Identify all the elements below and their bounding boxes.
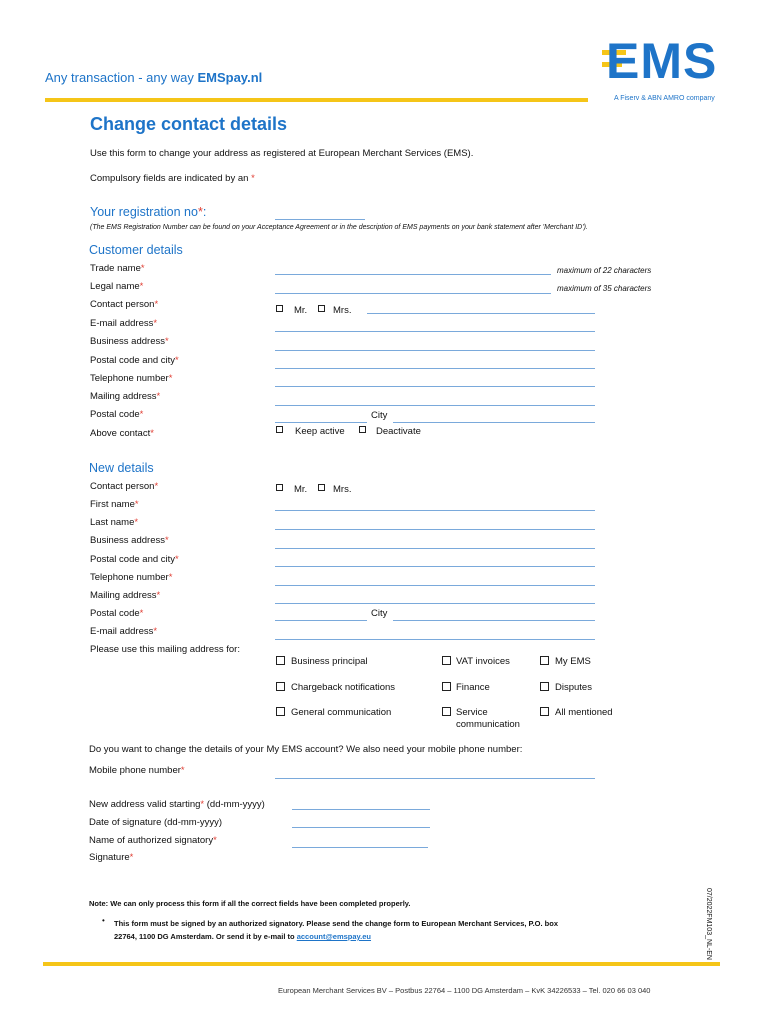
new-business-address-label-text: Business address [90, 535, 165, 546]
footer-text: European Merchant Services BV – Postbus 22764 – 1100 DG Amsterdam – KvK 34226533 – Tel. 020 66 03 040 [278, 986, 651, 995]
registration-field[interactable] [275, 219, 365, 220]
new-email-field[interactable] [275, 639, 595, 640]
required-star: * [154, 481, 159, 492]
option-label-service-communication: Service communication [456, 707, 520, 730]
first-name-field[interactable] [275, 510, 595, 511]
bullet-line-2: 22764, 1100 DG Amsterdam. Or send it by e-mail to [114, 932, 297, 941]
new-city-label: City [371, 608, 388, 619]
tagline [45, 70, 262, 85]
registration-label [90, 205, 206, 219]
required-star: * [175, 355, 179, 366]
legal-name-label [90, 281, 143, 292]
valid-starting-label [89, 799, 265, 810]
option-checkbox-general-communication[interactable] [276, 707, 285, 716]
option-label-general-communication: General communication [291, 707, 392, 718]
logo-subtitle: A Fiserv & ABN AMRO company [614, 95, 715, 102]
new-postal-code-label [90, 608, 143, 619]
option-label-disputes: Disputes [555, 682, 592, 693]
page-title: Change contact details [90, 114, 288, 134]
contact-person-label-text: Contact person [90, 299, 155, 310]
required-star: * [154, 299, 159, 310]
mr-checkbox[interactable] [276, 305, 283, 312]
first-name-label [90, 499, 139, 510]
email-label-text: E-mail address [90, 318, 154, 329]
valid-starting-format: (dd-mm-yyyy) [204, 799, 265, 810]
date-signature-field[interactable] [292, 827, 430, 828]
deactivate-checkbox[interactable] [359, 426, 366, 433]
required-star: * [156, 590, 161, 601]
required-star: * [134, 499, 139, 510]
new-contact-person-label [90, 481, 158, 492]
my-ems-question: Do you want to change the details of your My EMS account? We also need your mobile phone number: [89, 744, 523, 755]
trade-name-label-text: Trade name [90, 263, 141, 274]
bullet-text [114, 917, 604, 943]
new-mrs-label: Mrs. [333, 484, 352, 495]
option-label-my-ems: My EMS [555, 656, 591, 667]
logo-text: EMS [606, 33, 718, 89]
mobile-field[interactable] [275, 778, 595, 779]
city-label: City [371, 410, 388, 421]
telephone-label-text: Telephone number [90, 373, 169, 384]
mailing-address-field[interactable] [275, 405, 595, 406]
postal-city-field[interactable] [275, 368, 595, 369]
email-label [90, 318, 157, 329]
required-star: * [134, 517, 139, 528]
name-signatory-label-text: Name of authorized signatory [89, 835, 214, 846]
new-details-heading: New details [89, 461, 154, 475]
new-email-label-text: E-mail address [90, 626, 154, 637]
name-signatory-field[interactable] [292, 847, 428, 848]
postal-code-label [90, 409, 143, 420]
deactivate-label: Deactivate [376, 426, 421, 437]
new-postal-city-label-text: Postal code and city [90, 554, 176, 565]
required-star: * [139, 409, 144, 420]
required-star: * [156, 391, 161, 402]
name-signatory-label [89, 835, 217, 846]
mobile-label [89, 765, 185, 776]
compulsory-label: Compulsory fields are indicated by an [90, 173, 249, 184]
email-field[interactable] [275, 331, 595, 332]
postal-code-label-text: Postal code [90, 409, 140, 420]
postal-city-label [90, 355, 179, 366]
city-field[interactable] [393, 422, 595, 423]
new-postal-city-label [90, 554, 179, 565]
new-contact-person-label-text: Contact person [90, 481, 155, 492]
above-contact-label [90, 428, 154, 439]
required-star: * [168, 373, 173, 384]
new-business-address-label [90, 535, 169, 546]
mailing-address-label-text: Mailing address [90, 391, 157, 402]
use-mailing-label: Please use this mailing address for: [90, 644, 240, 655]
option-label-vat-invoices: VAT invoices [456, 656, 510, 667]
new-telephone-label-text: Telephone number [90, 572, 169, 583]
required-star: * [180, 765, 185, 776]
option-label-chargeback: Chargeback notifications [291, 682, 396, 693]
bullet-line-1: This form must be signed by an authorized signatory. Please send the change form to European Merchant Services, P.O. box [114, 919, 558, 928]
mobile-label-text: Mobile phone number [89, 765, 181, 776]
signature-label [89, 852, 133, 863]
above-contact-label-text: Above contact [90, 428, 151, 439]
required-star: * [153, 626, 158, 637]
business-address-field[interactable] [275, 350, 595, 351]
new-mrs-checkbox[interactable] [318, 484, 325, 491]
new-mailing-address-label [90, 590, 160, 601]
footer-yellow-bar [43, 962, 720, 966]
valid-starting-label-text: New address valid starting [89, 799, 201, 810]
contact-person-field[interactable] [367, 313, 595, 314]
last-name-label [90, 517, 138, 528]
required-star: * [197, 205, 203, 219]
required-star: * [200, 799, 205, 810]
new-telephone-field[interactable] [275, 585, 595, 586]
intro-text: Use this form to change your address as registered at European Merchant Services (EMS). [90, 148, 474, 159]
valid-starting-field[interactable] [292, 809, 430, 810]
postal-city-label-text: Postal code and city [90, 355, 176, 366]
registration-label-text: Your registration no [90, 205, 198, 219]
mr-label: Mr. [294, 305, 308, 316]
new-business-address-field[interactable] [275, 548, 595, 549]
tagline-plain: Any transaction - any way [45, 70, 198, 85]
required-star: * [168, 572, 173, 583]
trade-name-field[interactable] [275, 274, 551, 275]
form-code: 07/2022FM103_NL-EN [705, 888, 712, 960]
last-name-label-text: Last name [90, 517, 135, 528]
telephone-label [90, 373, 172, 384]
mrs-checkbox[interactable] [318, 305, 325, 312]
new-telephone-label [90, 572, 172, 583]
option-label-all-mentioned: All mentioned [555, 707, 613, 718]
keep-active-label: Keep active [295, 426, 345, 437]
telephone-field[interactable] [275, 386, 595, 387]
new-postal-code-label-text: Postal code [90, 608, 140, 619]
new-postal-city-field[interactable] [275, 566, 595, 567]
required-star: * [139, 608, 144, 619]
mrs-label: Mrs. [333, 305, 352, 316]
legal-name-hint: maximum of 35 characters [557, 284, 652, 293]
required-star: * [129, 852, 134, 863]
date-signature-label: Date of signature (dd-mm-yyyy) [89, 817, 223, 828]
new-mailing-address-label-text: Mailing address [90, 590, 157, 601]
tagline-link[interactable]: EMSpay.nl [197, 70, 263, 85]
first-name-label-text: First name [90, 499, 135, 510]
option-label-finance: Finance [456, 682, 490, 693]
legal-name-field[interactable] [275, 293, 551, 294]
keep-active-checkbox[interactable] [276, 426, 283, 433]
business-address-label [90, 336, 169, 347]
new-mr-label: Mr. [294, 484, 308, 495]
business-address-label-text: Business address [90, 336, 165, 347]
new-email-label [90, 626, 157, 637]
required-star: * [153, 318, 158, 329]
last-name-field[interactable] [275, 529, 595, 530]
option-checkbox-chargeback[interactable] [276, 682, 285, 691]
bullet-dot: • [102, 916, 105, 925]
postal-code-field[interactable] [275, 422, 367, 423]
registration-note: (The EMS Registration Number can be found on your Acceptance Agreement or in the description of EMS payments on your bank statement after 'Merchant ID'). [90, 224, 588, 231]
required-star: * [251, 173, 255, 184]
contact-person-label [90, 299, 158, 310]
processing-note: Note: We can only process this form if all the correct fields have been completed properly. [89, 899, 411, 908]
option-label-business-principal: Business principal [291, 656, 368, 667]
mailing-address-label [90, 391, 160, 402]
required-star: * [150, 428, 154, 439]
header-yellow-bar [45, 98, 588, 102]
ems-logo [600, 33, 730, 89]
email-link[interactable]: account@emspay.eu [296, 932, 372, 941]
customer-details-heading: Customer details [89, 243, 183, 257]
option-checkbox-finance[interactable] [442, 682, 451, 691]
trade-name-label [90, 263, 145, 274]
registration-colon: : [202, 205, 207, 219]
required-star: * [213, 835, 217, 846]
option-checkbox-my-ems[interactable] [540, 656, 549, 665]
option-checkbox-vat-invoices[interactable] [442, 656, 451, 665]
new-city-field[interactable] [393, 620, 595, 621]
required-star: * [164, 336, 169, 347]
signature-label-text: Signature [89, 852, 130, 863]
option-checkbox-business-principal[interactable] [276, 656, 285, 665]
required-star: * [139, 281, 144, 292]
new-mr-checkbox[interactable] [276, 484, 283, 491]
option-checkbox-all-mentioned[interactable] [540, 707, 549, 716]
required-star: * [164, 535, 169, 546]
new-mailing-address-field[interactable] [275, 603, 595, 604]
trade-name-hint: maximum of 22 characters [557, 266, 652, 275]
new-postal-code-field[interactable] [275, 620, 367, 621]
required-star: * [140, 263, 145, 274]
compulsory-text [90, 173, 255, 184]
option-checkbox-disputes[interactable] [540, 682, 549, 691]
legal-name-label-text: Legal name [90, 281, 140, 292]
required-star: * [175, 554, 179, 565]
option-checkbox-service-communication[interactable] [442, 707, 451, 716]
